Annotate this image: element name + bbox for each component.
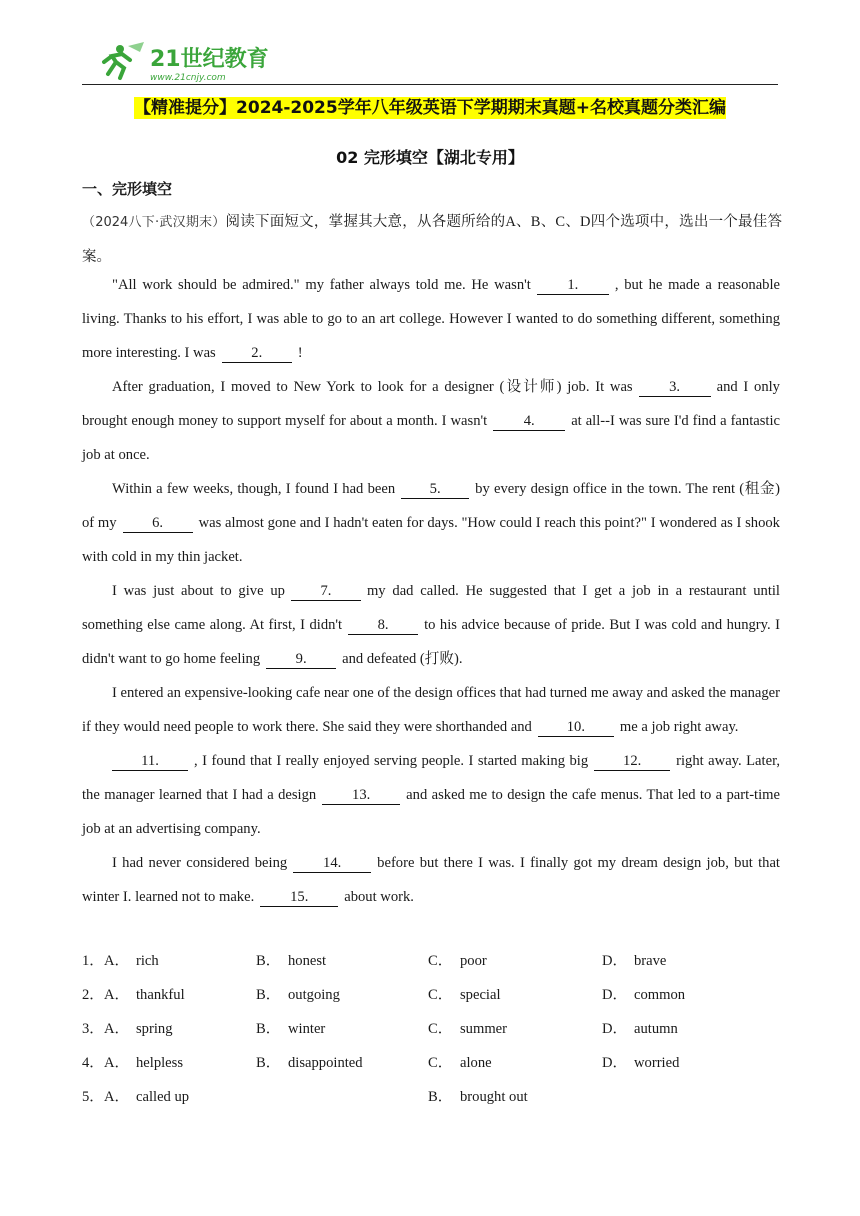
blank-4: 4. — [493, 413, 565, 431]
option-c[interactable]: C． poor — [428, 953, 487, 969]
blank-6: 6. — [123, 515, 193, 533]
option-a[interactable]: A． spring — [104, 1021, 173, 1037]
option-a[interactable]: A． thankful — [104, 987, 185, 1003]
answer-options — [82, 944, 782, 1114]
section-heading: 一、完形填空 — [82, 180, 173, 198]
logo-sub: www.21cnjy.com — [150, 73, 226, 83]
doc-title: 【精准提分】2024-2025学年八年级英语下学期期末真题+名校真题分类汇编 — [134, 98, 726, 118]
option-row-2: 2． A． thankful B． outgoing C． special D． common — [82, 978, 782, 1012]
paragraph-5: I entered an expensive-looking cafe near one of the design offices that had turned me away and asked the manager if they would need people to work there. She said they were shorthanded and 10. me a job right away. — [82, 685, 780, 735]
paragraph-1: "All work should be admired." my father always told me. He wasn't 1. , but he made a reasonable living. Thanks to his effort, I was able to go to an art college. However I wanted to do something different, something more interesting. I was 2. ! — [82, 277, 781, 361]
option-c[interactable]: C． special — [428, 987, 501, 1003]
runner-icon — [104, 42, 144, 78]
option-b[interactable]: B． winter — [256, 1021, 326, 1037]
option-d[interactable]: D． worried — [602, 1055, 680, 1071]
blank-2: 2. — [222, 345, 292, 363]
blank-15: 15. — [260, 889, 338, 907]
blank-14: 14. — [293, 855, 371, 873]
logo-text: 21世纪教育 — [150, 47, 269, 72]
blank-7: 7. — [291, 583, 361, 601]
blank-1: 1. — [537, 277, 609, 295]
blank-8: 8. — [348, 617, 418, 635]
instruction-text: 阅读下面短文，掌握其大意，从各题所给的A、B、C、D四个选项中，选出一个最佳答案。 — [82, 214, 782, 265]
option-b[interactable]: B． outgoing — [256, 987, 340, 1003]
header-rule — [82, 84, 778, 85]
option-d[interactable]: D． autumn — [602, 1021, 678, 1037]
blank-13: 13. — [322, 787, 400, 805]
paragraph-7: I had never considered being 14. before but there I was. I finally got my dream design job, but that winter I. learned not to make. 15. about work. — [82, 855, 780, 905]
question-source: （2024八下·武汉期末） — [82, 215, 226, 230]
blank-5: 5. — [401, 481, 469, 499]
blank-3: 3. — [639, 379, 711, 397]
option-b[interactable]: B． disappointed — [256, 1055, 363, 1071]
option-b[interactable]: B． brought out — [428, 1089, 528, 1105]
site-logo — [100, 40, 270, 84]
option-b[interactable]: B． honest — [256, 953, 327, 969]
passage — [82, 268, 780, 914]
option-row-3: 3． A． spring B． winter C． summer D． autumn — [82, 1012, 782, 1046]
option-a[interactable]: A． rich — [104, 953, 159, 969]
instructions — [82, 205, 782, 274]
option-c[interactable]: C． summer — [428, 1021, 508, 1037]
option-d[interactable]: D． common — [602, 987, 686, 1003]
option-d[interactable]: D． brave — [602, 953, 667, 969]
paragraph-6: 11. , I found that I really enjoyed serving people. I started making big 12. right away. Later, the manager learned that I had a design 13. and asked me to design the cafe menus. That led to a part-time job at an advertising company. — [82, 753, 780, 837]
blank-12: 12. — [594, 753, 670, 771]
option-row-4: 4． A． helpless B． disappointed C． alone D． worried — [82, 1046, 782, 1080]
paragraph-4: I was just about to give up 7. my dad called. He suggested that I get a job in a restaurant until something else came along. At first, I didn't 8. to his advice because of pride. But I was cold and hungry. I didn't want to go home feeling 9. and defeated (打败). — [82, 583, 780, 667]
doc-subtitle: 02 完形填空【湖北专用】 — [336, 148, 524, 167]
option-c[interactable]: C． alone — [428, 1055, 492, 1071]
option-a[interactable]: A． helpless — [104, 1055, 184, 1071]
option-row-1: 1． A． rich B． honest C． poor D． brave — [82, 944, 782, 978]
blank-10: 10. — [538, 719, 614, 737]
blank-11: 11. — [112, 753, 188, 771]
option-a[interactable]: A． called up — [104, 1089, 190, 1105]
paragraph-2: After graduation, I moved to New York to look for a designer (设计师) job. It was 3. and I only brought enough money to support myself for about a month. I wasn't 4. at all--I was sure I'd find a fantastic job at once. — [82, 379, 781, 463]
option-row-5: 5． A． called up B． brought out — [82, 1080, 782, 1114]
paragraph-3: Within a few weeks, though, I found I had been 5. by every design office in the town. The rent (租金) of my 6. was almost gone and I hadn't eaten for days. "How could I reach this point?" I wondered as I shook with cold in my thin jacket. — [82, 481, 780, 565]
blank-9: 9. — [266, 651, 336, 669]
